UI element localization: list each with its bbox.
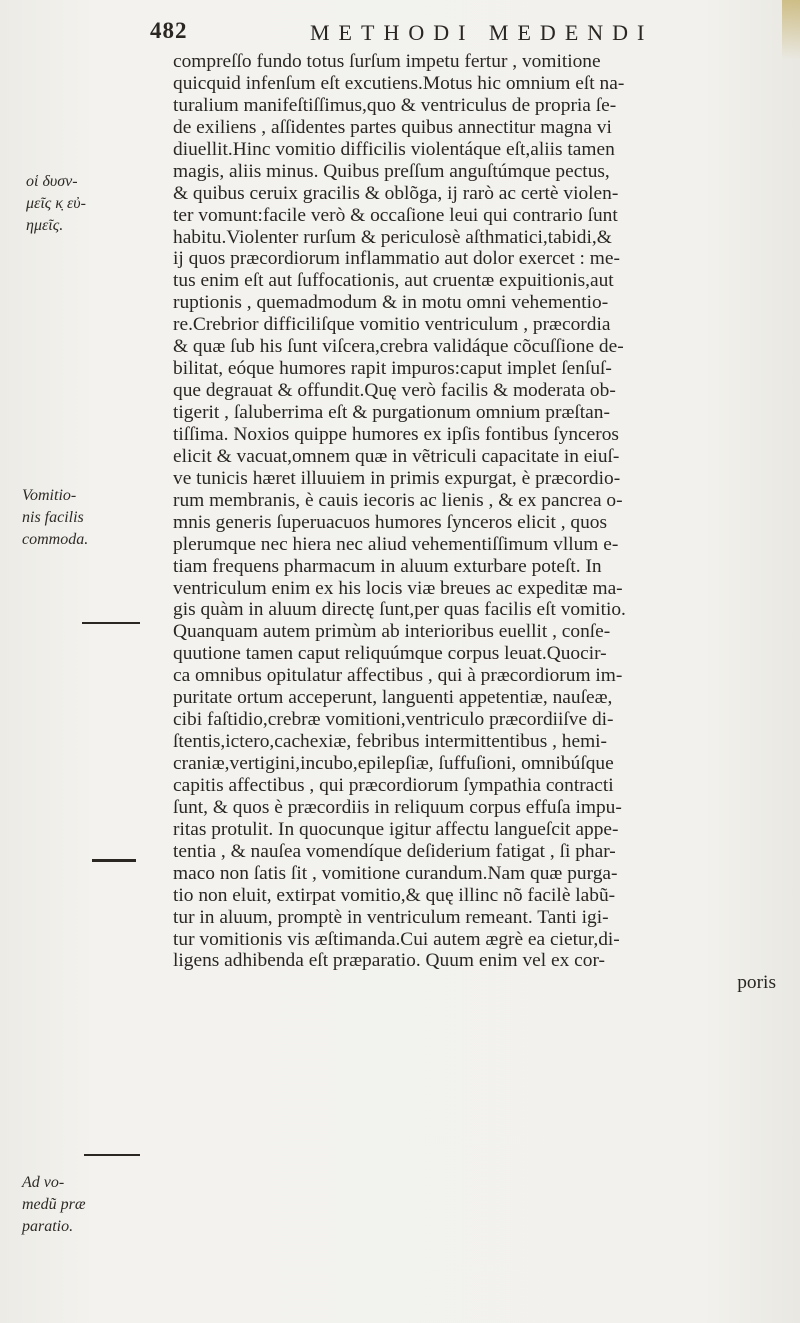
text-line: tiam frequens pharmacum in aluum exturbare poteſt. In xyxy=(173,555,602,577)
margin-note-line: οἱ δυσν- xyxy=(26,173,78,190)
text-line: ter vomunt:facile verò & occaſione leui qui contrario ſunt xyxy=(173,204,618,226)
margin-note-greek xyxy=(26,172,86,238)
text-line: & quæ ſub his ſunt viſcera,crebra validáque cõcuſſione de- xyxy=(173,336,624,358)
text-line: Quanquam autem primùm ab interioribus euellit , conſe- xyxy=(173,621,611,643)
text-line: rum membranis, è cauis iecoris ac lienis , & ex pancrea o- xyxy=(173,489,623,511)
text-line: ſunt, & quos è præcordiis in reliquum corpus effuſa impu- xyxy=(173,796,622,818)
margin-note-line: paratio. xyxy=(22,1217,74,1235)
text-line: mnis generis ſuperuacuos humores ſynceros elicit , quos xyxy=(173,511,608,533)
text-line: ij quos præcordiorum inflammatio aut dolor exercet : me- xyxy=(173,248,620,270)
text-line: puritate ortum acceperunt, languenti appetentiæ, nauſeæ, xyxy=(173,687,613,709)
text-line: ruptionis , quemadmodum & in motu omni vehementio- xyxy=(173,292,609,314)
text-line: quutione tamen caput reliquúmque corpus leuat.Quocir- xyxy=(173,643,607,665)
text-line: bilitat, eóque humores rapit impuros:caput implet ſenſuſ- xyxy=(173,358,612,380)
text-line: capitis affectibus , qui præcordiorum ſympathia contracti xyxy=(173,774,614,796)
text-line: ligens adhibenda eſt præparatio. Quum enim vel ex cor- xyxy=(173,950,605,972)
text-line: de exiliens , aſſidentes partes quibus annectitur magna vi xyxy=(173,116,612,138)
text-line: ca omnibus opitulatur affectibus , qui à præcordiorum im- xyxy=(173,665,623,687)
margin-note-line: medũ præ xyxy=(22,1195,86,1213)
text-line: elicit & vacuat,omnem quæ in vẽtriculi capacitate in eiuſ- xyxy=(173,445,620,467)
margin-dash xyxy=(82,622,140,624)
text-line: ve tunicis hæret illuuiem in primis expurgat, è præcordio- xyxy=(173,467,621,489)
margin-note-line: Vomitio- xyxy=(22,487,77,504)
margin-note-line: ημεῖς. xyxy=(26,216,64,234)
text-line: tur in aluum, promptè in ventriculum remeant. Tanti igi- xyxy=(173,906,609,928)
text-line: tigerit , ſaluberrima eſt & purgationum omnium præſtan- xyxy=(173,402,610,423)
text-line: habitu.Violenter rurſum & periculosè aſthmatici,tabidi,& xyxy=(173,226,612,248)
text-line: tus enim eſt aut ſuffocationis, aut cruentæ expuitionis,aut xyxy=(173,270,614,292)
text-line: turalium manifeſtiſſimus,quo & ventriculus de propria ſe- xyxy=(173,94,617,116)
text-line: craniæ,vertigini,incubo,epilepſiæ, ſuffuſioni, omnibúſque xyxy=(173,753,614,774)
text-line: tio non eluit, extirpat vomitio,& quę illinc nõ facilè labũ- xyxy=(173,884,616,906)
page-edge-stain xyxy=(782,0,800,60)
text-line: tiſſima. Noxios quippe humores ex ipſis fontibus ſynceros xyxy=(173,423,619,445)
text-line: re.Crebrior difficiliſque vomitio ventriculum , præcordia xyxy=(173,314,611,336)
text-line: tur vomitionis vis æſtimanda.Cui autem ægrè ea cietur,di- xyxy=(173,928,620,950)
page-number: 482 xyxy=(150,18,188,43)
page-header xyxy=(150,18,770,52)
margin-note-line: μεῖς κ̣ εὐ- xyxy=(26,194,86,212)
text-line: quicquid infenſum eſt excutiens.Motus hic omnium eſt na- xyxy=(173,72,625,94)
text-line: gis quàm in aluum directę ſunt,per quas facilis eſt vomitio. xyxy=(173,599,626,621)
margin-dash xyxy=(84,1154,140,1156)
text-line: que degrauat & offundit.Quę verò facilis & moderata ob- xyxy=(173,380,616,402)
text-line: compreſſo fundo totus ſurſum impetu fertur , vomitione xyxy=(173,51,601,72)
margin-note-line: commoda. xyxy=(22,530,89,548)
text-line: plerumque nec hiera nec aliud vehementiſſimum vllum e- xyxy=(173,533,619,555)
text-line: diuellit.Hinc vomitio difficilis violentáque eſt,aliis tamen xyxy=(173,138,615,160)
margin-note-line: Ad vo- xyxy=(22,1174,65,1191)
margin-note-ad-vomitum xyxy=(22,1173,86,1239)
text-line: magis, aliis minus. Quibus preſſum anguſtúmque pectus, xyxy=(173,160,610,182)
main-text-block xyxy=(173,51,778,994)
running-title: METHODI MEDENDI xyxy=(310,20,654,45)
margin-note-line: nis facilis xyxy=(22,508,84,526)
text-line: ventriculum enim ex his locis viæ breues ac expeditæ ma- xyxy=(173,577,623,599)
margin-note-vomitio xyxy=(22,486,88,552)
text-line: maco non ſatis ſit , vomitione curandum.Nam quæ purga- xyxy=(173,862,618,884)
text-line: tentia , & nauſea vomendíque deſiderium fatigat , ſi phar- xyxy=(173,840,616,862)
text-line: & quibus ceruix gracilis & oblõga, ij rarò ac certè violen- xyxy=(173,182,619,204)
text-line: cibi faſtidio,crebræ vomitioni,ventriculo præcordiiſve di- xyxy=(173,709,614,731)
catchword: poris xyxy=(737,972,776,994)
margin-dash xyxy=(92,859,136,862)
text-line: ſtentis,ictero,cachexiæ, febribus intermittentibus , hemi- xyxy=(173,731,608,753)
text-line: ritas protulit. In quocunque igitur affectu langueſcit appe- xyxy=(173,818,619,840)
